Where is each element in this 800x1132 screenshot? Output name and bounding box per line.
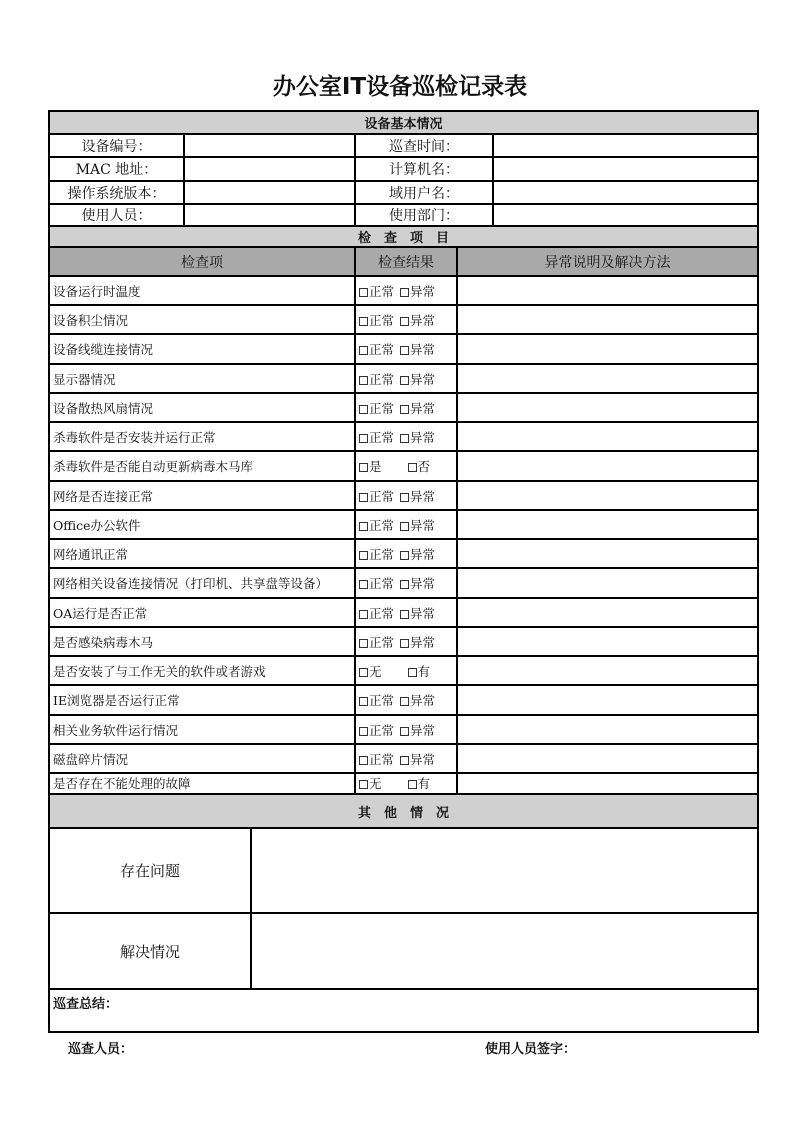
result-option-checkbox[interactable]	[359, 428, 394, 446]
check-note-field[interactable]	[458, 511, 757, 540]
checkbox-icon[interactable]	[359, 288, 368, 297]
result-option-label: 异常	[410, 546, 436, 562]
check-item-label: IE浏览器是否运行正常	[50, 686, 356, 716]
check-note-field[interactable]	[458, 482, 757, 511]
basic-value-field[interactable]	[494, 135, 757, 158]
check-note-field[interactable]	[458, 628, 757, 657]
check-result-cell	[356, 452, 458, 482]
result-option-label: 正常	[369, 342, 395, 357]
result-option-checkbox[interactable]	[359, 311, 394, 329]
column-header-result: 检查结果	[356, 248, 458, 277]
checkbox-icon[interactable]	[359, 551, 368, 560]
result-option-checkbox[interactable]	[400, 516, 435, 534]
basic-value-field[interactable]	[185, 158, 356, 182]
check-note-field[interactable]	[458, 599, 757, 628]
result-option-label: 有	[417, 776, 431, 791]
checkbox-icon[interactable]	[359, 780, 368, 789]
result-option-label: 异常	[410, 634, 436, 650]
result-option-label: 正常	[369, 371, 395, 387]
checkbox-icon[interactable]	[359, 610, 368, 619]
check-item-label: 相关业务软件运行情况	[50, 716, 356, 745]
result-option-checkbox[interactable]	[359, 516, 394, 534]
page-title: 办公室IT设备巡检记录表	[272, 74, 528, 100]
result-option-checkbox[interactable]	[359, 399, 394, 417]
result-option-label: 正常	[369, 488, 395, 504]
result-option-checkbox[interactable]	[400, 545, 435, 563]
result-option-checkbox[interactable]	[359, 774, 382, 792]
result-option-checkbox[interactable]	[400, 604, 435, 622]
basic-label: MAC 地址：	[50, 158, 185, 182]
check-item-label: 网络相关设备连接情况（打印机、共享盘等设备）	[50, 569, 356, 599]
result-option-label: 异常	[410, 576, 436, 591]
result-option-label: 无	[369, 663, 382, 679]
result-option-label: 是	[369, 459, 382, 474]
result-option-checkbox[interactable]	[400, 633, 435, 651]
check-result-cell	[356, 569, 458, 599]
result-option-label: 异常	[410, 371, 436, 387]
problems-field[interactable]	[252, 829, 757, 914]
basic-value-field[interactable]	[494, 205, 757, 227]
check-result-cell	[356, 599, 458, 628]
checkbox-icon[interactable]	[359, 405, 368, 414]
checkbox-icon[interactable]	[400, 405, 409, 414]
result-option-checkbox[interactable]	[408, 457, 431, 475]
basic-label: 使用部门：	[356, 205, 494, 227]
checkbox-icon[interactable]	[400, 727, 409, 736]
result-option-label: 正常	[369, 283, 395, 299]
check-result-cell	[356, 511, 458, 540]
check-item-label: 磁盘碎片情况	[50, 745, 356, 774]
result-option-label: 正常	[369, 546, 395, 562]
checkbox-icon[interactable]	[400, 756, 409, 765]
basic-value-field[interactable]	[185, 182, 356, 205]
result-option-label: 正常	[369, 693, 395, 708]
result-option-label: 异常	[410, 429, 436, 445]
result-option-checkbox[interactable]	[359, 282, 394, 300]
checkbox-icon[interactable]	[400, 697, 409, 706]
result-option-checkbox[interactable]	[400, 487, 435, 505]
check-result-cell	[356, 628, 458, 657]
result-option-checkbox[interactable]	[400, 282, 435, 300]
checkbox-icon[interactable]	[359, 434, 368, 443]
checkbox-icon[interactable]	[408, 780, 417, 789]
check-result-cell	[356, 686, 458, 716]
checkbox-icon[interactable]	[359, 727, 368, 736]
check-result-cell	[356, 277, 458, 306]
check-result-cell	[356, 423, 458, 452]
result-option-label: 异常	[410, 400, 436, 416]
result-option-checkbox[interactable]	[400, 574, 435, 592]
checkbox-icon[interactable]	[359, 756, 368, 765]
checkbox-icon[interactable]	[359, 580, 368, 589]
check-item-label: 设备运行时温度	[50, 277, 356, 306]
checkbox-icon[interactable]	[400, 317, 409, 326]
check-note-field[interactable]	[458, 686, 757, 716]
basic-value-field[interactable]	[185, 205, 356, 227]
result-option-checkbox[interactable]	[400, 721, 435, 739]
basic-label: 使用人员：	[50, 205, 185, 227]
result-option-checkbox[interactable]	[359, 604, 394, 622]
problems-label: 存在问题	[50, 829, 252, 914]
basic-value-field[interactable]	[494, 158, 757, 182]
check-item-label: 是否感染病毒木马	[50, 628, 356, 657]
result-option-label: 正常	[369, 634, 395, 650]
result-option-label: 无	[369, 776, 382, 791]
result-option-checkbox[interactable]	[359, 691, 394, 709]
check-result-cell	[356, 335, 458, 365]
user-signature-label: 使用人员签字：	[485, 1042, 577, 1057]
check-note-field[interactable]	[458, 745, 757, 774]
basic-label: 计算机名：	[356, 158, 494, 182]
checkbox-icon[interactable]	[400, 522, 409, 531]
inspection-form	[48, 110, 759, 1033]
checkbox-icon[interactable]	[400, 434, 409, 443]
checkbox-icon[interactable]	[400, 639, 409, 648]
result-option-checkbox[interactable]	[400, 399, 435, 417]
result-option-checkbox[interactable]	[359, 721, 394, 739]
check-item-label: 设备散热风扇情况	[50, 394, 356, 423]
check-note-field[interactable]	[458, 774, 757, 795]
column-header-item: 检查项	[50, 248, 356, 277]
checkbox-icon[interactable]	[359, 639, 368, 648]
check-item-label: 是否存在不能处理的故障	[50, 774, 356, 795]
check-note-field[interactable]	[458, 569, 757, 599]
check-result-cell	[356, 540, 458, 569]
check-item-label: 设备线缆连接情况	[50, 335, 356, 365]
result-option-checkbox[interactable]	[400, 311, 435, 329]
result-option-checkbox[interactable]	[359, 340, 394, 358]
checkbox-icon[interactable]	[359, 317, 368, 326]
check-note-field[interactable]	[458, 423, 757, 452]
basic-label: 域用户名：	[356, 182, 494, 205]
check-item-label: Office办公软件	[50, 511, 356, 540]
basic-label: 操作系统版本：	[50, 182, 185, 205]
check-item-label: OA运行是否正常	[50, 599, 356, 628]
result-option-label: 否	[417, 459, 431, 474]
check-note-field[interactable]	[458, 306, 757, 335]
checkbox-icon[interactable]	[400, 493, 409, 502]
check-note-field[interactable]	[458, 452, 757, 482]
checkbox-icon[interactable]	[359, 697, 368, 706]
result-option-checkbox[interactable]	[408, 774, 431, 792]
other-section-header: 其 他 情 况	[50, 795, 757, 829]
check-result-cell	[356, 657, 458, 686]
result-option-checkbox[interactable]	[400, 750, 435, 768]
check-item-label: 杀毒软件是否安装并运行正常	[50, 423, 356, 452]
check-item-label: 杀毒软件是否能自动更新病毒木马库	[50, 452, 356, 482]
result-option-label: 异常	[410, 751, 436, 767]
result-option-label: 正常	[369, 722, 395, 738]
checkbox-icon[interactable]	[400, 551, 409, 560]
check-note-field[interactable]	[458, 540, 757, 569]
basic-label: 设备编号：	[50, 135, 185, 158]
check-note-field[interactable]	[458, 716, 757, 745]
result-option-label: 异常	[410, 283, 436, 299]
basic-label: 巡查时间：	[356, 135, 494, 158]
summary-label: 巡查总结：	[53, 997, 119, 1012]
result-option-checkbox[interactable]	[400, 691, 435, 709]
check-note-field[interactable]	[458, 394, 757, 423]
checkbox-icon[interactable]	[408, 463, 417, 472]
check-result-cell	[356, 306, 458, 335]
check-section-header: 检 查 项 目	[50, 227, 757, 248]
inspector-signature-label: 巡查人员：	[68, 1042, 134, 1057]
result-option-checkbox[interactable]	[400, 340, 435, 358]
check-item-label: 显示器情况	[50, 365, 356, 394]
result-option-label: 正常	[369, 751, 395, 767]
result-option-label: 有	[417, 663, 431, 679]
check-result-cell	[356, 774, 458, 795]
result-option-checkbox[interactable]	[359, 370, 394, 388]
checkbox-icon[interactable]	[359, 376, 368, 385]
checkbox-icon[interactable]	[400, 346, 409, 355]
result-option-label: 异常	[410, 312, 436, 328]
check-result-cell	[356, 745, 458, 774]
check-note-field[interactable]	[458, 365, 757, 394]
column-header-note: 异常说明及解决方法	[458, 248, 757, 277]
basic-value-field[interactable]	[185, 135, 356, 158]
result-option-label: 异常	[410, 342, 436, 357]
result-option-checkbox[interactable]	[359, 633, 394, 651]
result-option-label: 正常	[369, 429, 395, 445]
check-result-cell	[356, 365, 458, 394]
result-option-checkbox[interactable]	[359, 750, 394, 768]
result-option-label: 异常	[410, 722, 436, 738]
result-option-checkbox[interactable]	[359, 457, 382, 475]
check-item-label: 网络是否连接正常	[50, 482, 356, 511]
result-option-checkbox[interactable]	[359, 574, 394, 592]
checkbox-icon[interactable]	[359, 668, 368, 677]
result-option-label: 异常	[410, 488, 436, 504]
check-result-cell	[356, 482, 458, 511]
result-option-label: 正常	[369, 517, 395, 533]
summary-field[interactable]	[50, 990, 757, 1031]
check-item-label: 网络通讯正常	[50, 540, 356, 569]
resolution-field[interactable]	[252, 914, 757, 990]
result-option-checkbox[interactable]	[359, 545, 394, 563]
result-option-checkbox[interactable]	[400, 370, 435, 388]
check-note-field[interactable]	[458, 335, 757, 365]
check-result-cell	[356, 716, 458, 745]
result-option-checkbox[interactable]	[359, 662, 382, 680]
basic-section-header: 设备基本情况	[50, 112, 757, 135]
result-option-label: 异常	[410, 605, 436, 621]
basic-value-field[interactable]	[494, 182, 757, 205]
result-option-checkbox[interactable]	[359, 487, 394, 505]
resolution-label: 解决情况	[50, 914, 252, 990]
result-option-label: 正常	[369, 400, 395, 416]
checkbox-icon[interactable]	[359, 463, 368, 472]
checkbox-icon[interactable]	[359, 493, 368, 502]
check-note-field[interactable]	[458, 657, 757, 686]
check-result-cell	[356, 394, 458, 423]
checkbox-icon[interactable]	[400, 288, 409, 297]
check-item-label: 设备积尘情况	[50, 306, 356, 335]
result-option-label: 正常	[369, 312, 395, 328]
checkbox-icon[interactable]	[408, 668, 417, 677]
checkbox-icon[interactable]	[400, 580, 409, 589]
result-option-label: 异常	[410, 693, 436, 708]
result-option-checkbox[interactable]	[400, 428, 435, 446]
result-option-label: 正常	[369, 576, 395, 591]
check-item-label: 是否安装了与工作无关的软件或者游戏	[50, 657, 356, 686]
checkbox-icon[interactable]	[400, 376, 409, 385]
check-note-field[interactable]	[458, 277, 757, 306]
result-option-label: 正常	[369, 605, 395, 621]
checkbox-icon[interactable]	[359, 522, 368, 531]
checkbox-icon[interactable]	[400, 610, 409, 619]
result-option-label: 异常	[410, 517, 436, 533]
checkbox-icon[interactable]	[359, 346, 368, 355]
result-option-checkbox[interactable]	[408, 662, 431, 680]
